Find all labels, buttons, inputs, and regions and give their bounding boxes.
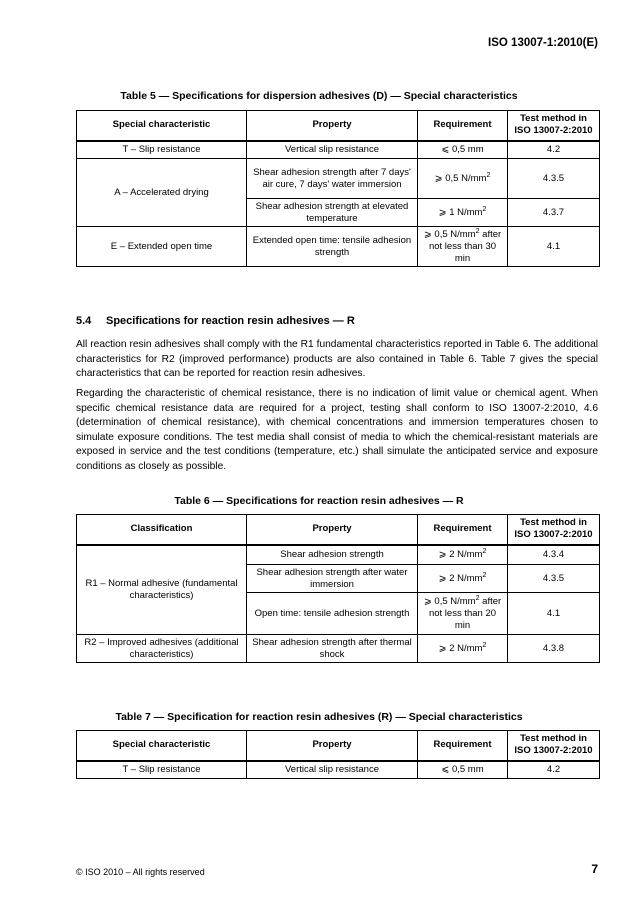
table6-cell: 4.3.5 bbox=[508, 565, 600, 593]
table6-header-classification: Classification bbox=[77, 515, 247, 545]
section-number: 5.4 bbox=[76, 315, 92, 327]
table6-cell: Shear adhesion strength after water immersion bbox=[247, 565, 418, 593]
table6-cell: 4.3.8 bbox=[508, 635, 600, 663]
table5-cell: Shear adhesion strength at elevated temperature bbox=[247, 199, 418, 227]
table7 bbox=[76, 730, 600, 779]
table5-cell: E – Extended open time bbox=[77, 227, 247, 267]
table6-cell: 4.1 bbox=[508, 593, 600, 635]
table5-cell: 4.2 bbox=[508, 141, 600, 159]
table6-cell: ⩾ 0,5 $N/mm^2$ after not less than 20 min bbox=[418, 593, 508, 635]
table7-cell: T – Slip resistance bbox=[77, 761, 247, 779]
table5-cell: 4.3.7 bbox=[508, 199, 600, 227]
copyright-notice: © ISO 2010 – All rights reserved bbox=[76, 867, 205, 877]
table-row bbox=[77, 545, 600, 565]
table-row bbox=[77, 635, 600, 663]
table5-header-characteristic: Special characteristic bbox=[77, 111, 247, 141]
table-row bbox=[77, 141, 600, 159]
table5-cell: 4.3.5 bbox=[508, 159, 600, 199]
table6-cell: ⩾ 2 $N/mm^2$ bbox=[418, 565, 508, 593]
table6-header-property: Property bbox=[247, 515, 418, 545]
table5-cell: 4.1 bbox=[508, 227, 600, 267]
section-title: Specifications for reaction resin adhesives — R bbox=[106, 315, 355, 327]
table5-header-test-method: Test method in ISO 13007-2:2010 bbox=[508, 111, 600, 141]
table6-cell: 4.3.4 bbox=[508, 545, 600, 565]
table6-cell: Shear adhesion strength after thermal shock bbox=[247, 635, 418, 663]
table6-cell: R2 – Improved adhesives (additional characteristics) bbox=[77, 635, 247, 663]
paragraph: All reaction resin adhesives shall comply with the R1 fundamental characteristics reported in Table 6. The additional characteristics for R2 (improved performance) products are also contained in Table 6. Table 7 gives the special characteristics that can be reported for reaction resin adhesives. bbox=[76, 339, 598, 379]
document-id: ISO 13007-1:2010(E) bbox=[488, 37, 598, 49]
table7-cell: 4.2 bbox=[508, 761, 600, 779]
table5-cell: ⩾ 1 $N/mm^2$ bbox=[418, 199, 508, 227]
table7-header-characteristic: Special characteristic bbox=[77, 731, 247, 761]
table-row bbox=[77, 761, 600, 779]
paragraph: Regarding the characteristic of chemical resistance, there is no indication of limit value or chemical agent. When specific chemical resistance data are required for a project, testing shall conform to ISO 13007-2:2010, 4.6 (determination of chemical resistance), with chemical concentrations and immersion temperatures chosen to simulate exposure conditions. The test media shall consist of media to which the chemical-resistant materials are exposed in service and the test conditions (temperature, etc.) shall simulate the anticipated service and exposure conditions as closely as possible. bbox=[76, 388, 598, 472]
table5-header-property: Property bbox=[247, 111, 418, 141]
table5-cell: ⩾ 0,5 $N/mm^2$ bbox=[418, 159, 508, 199]
table6-cell: ⩾ 2 $N/mm^2$ bbox=[418, 545, 508, 565]
table6 bbox=[76, 514, 600, 663]
table7-header-requirement: Requirement bbox=[418, 731, 508, 761]
table7-caption: Table 7 — Specification for reaction resin adhesives (R) — Special characteristics bbox=[115, 711, 523, 723]
table6-cell: R1 – Normal adhesive (fundamental characteristics) bbox=[77, 545, 247, 635]
table5-cell: Vertical slip resistance bbox=[247, 141, 418, 159]
table5-header-requirement: Requirement bbox=[418, 111, 508, 141]
table5-caption: Table 5 — Specifications for dispersion adhesives (D) — Special characteristics bbox=[120, 90, 518, 102]
table5-cell: T – Slip resistance bbox=[77, 141, 247, 159]
table5-cell: ⩾ 0,5 $N/mm^2$ after not less than 30 min bbox=[418, 227, 508, 267]
table7-header-property: Property bbox=[247, 731, 418, 761]
table6-header-requirement: Requirement bbox=[418, 515, 508, 545]
table6-caption: Table 6 — Specifications for reaction resin adhesives — R bbox=[174, 495, 464, 507]
table-row bbox=[77, 159, 600, 199]
table7-cell: ⩽ 0,5 mm bbox=[418, 761, 508, 779]
table7-header-test-method: Test method in ISO 13007-2:2010 bbox=[508, 731, 600, 761]
table6-header-test-method: Test method in ISO 13007-2:2010 bbox=[508, 515, 600, 545]
table5-cell: ⩽ 0,5 mm bbox=[418, 141, 508, 159]
table7-cell: Vertical slip resistance bbox=[247, 761, 418, 779]
table5-cell: Extended open time: tensile adhesion strength bbox=[247, 227, 418, 267]
table5-cell: Shear adhesion strength after 7 days' air cure, 7 days' water immersion bbox=[247, 159, 418, 199]
section-heading bbox=[76, 315, 355, 327]
page-number: 7 bbox=[591, 862, 598, 876]
table-row bbox=[77, 227, 600, 267]
table6-cell: ⩾ 2 $N/mm^2$ bbox=[418, 635, 508, 663]
table5-cell: A – Accelerated drying bbox=[77, 159, 247, 227]
table6-cell: Open time: tensile adhesion strength bbox=[247, 593, 418, 635]
table6-cell: Shear adhesion strength bbox=[247, 545, 418, 565]
table5 bbox=[76, 110, 600, 267]
